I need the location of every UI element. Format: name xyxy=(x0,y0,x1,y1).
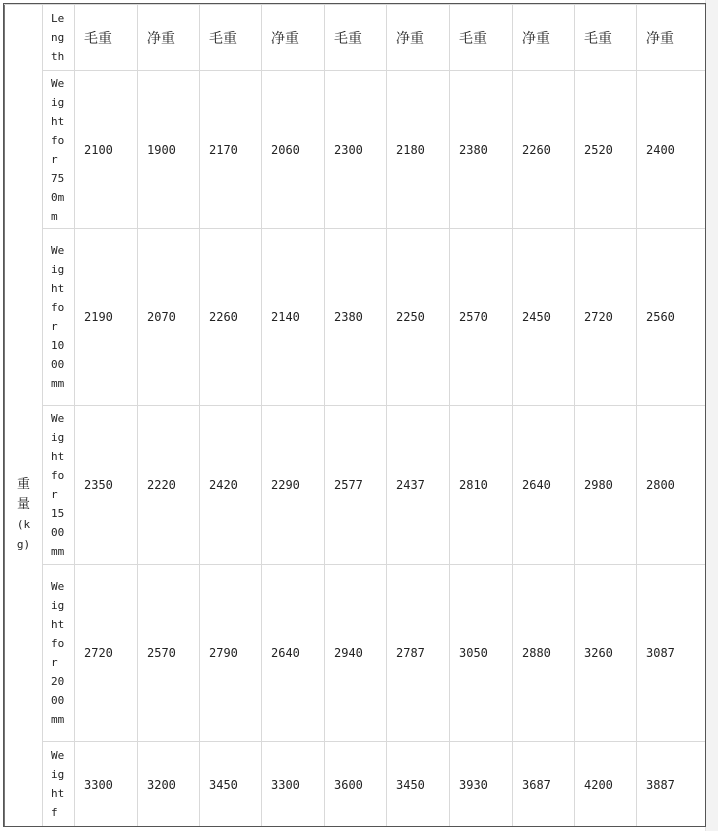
table-cell: 3300 xyxy=(262,742,325,828)
table-cell: 2640 xyxy=(262,565,325,742)
column-header: 净重 xyxy=(387,5,450,71)
column-header: 毛重 xyxy=(575,5,637,71)
table-row xyxy=(5,229,707,406)
table-cell: 2790 xyxy=(200,565,262,742)
table-row xyxy=(5,406,707,565)
row-label: Weight for 2000mm xyxy=(51,580,65,726)
table-cell: 2520 xyxy=(575,71,637,229)
row-label-cell xyxy=(43,742,75,828)
table-cell: 2570 xyxy=(138,565,200,742)
weight-group-label: 重量 xyxy=(16,476,30,512)
column-header: 净重 xyxy=(138,5,200,71)
table-cell: 3930 xyxy=(450,742,513,828)
table-cell: 2720 xyxy=(75,565,138,742)
weight-table xyxy=(4,4,706,827)
row-label: Weight for 750mm xyxy=(51,76,65,223)
table-cell: 2787 xyxy=(387,565,450,742)
table-cell: 3300 xyxy=(75,742,138,828)
table-cell: 2380 xyxy=(325,229,387,406)
table-cell: 3687 xyxy=(513,742,575,828)
table-row xyxy=(5,565,707,742)
table-row xyxy=(5,742,707,828)
table-cell: 1900 xyxy=(138,71,200,229)
table-cell: 2300 xyxy=(325,71,387,229)
table-cell: 3260 xyxy=(575,565,637,742)
table-cell: 3087 xyxy=(637,565,707,742)
table-cell: 2420 xyxy=(200,406,262,565)
table-cell: 2570 xyxy=(450,229,513,406)
column-header: 净重 xyxy=(513,5,575,71)
row-label-cell xyxy=(43,229,75,406)
table-cell: 2720 xyxy=(575,229,637,406)
table-cell: 2800 xyxy=(637,406,707,565)
table-cell: 2810 xyxy=(450,406,513,565)
table-cell: 2180 xyxy=(387,71,450,229)
table-cell: 2640 xyxy=(513,406,575,565)
table-cell: 2980 xyxy=(575,406,637,565)
table-cell: 2350 xyxy=(75,406,138,565)
table-row xyxy=(5,71,707,229)
table-cell: 2560 xyxy=(637,229,707,406)
scrollbar-edge[interactable] xyxy=(705,0,718,831)
table-cell: 2400 xyxy=(637,71,707,229)
table-cell: 2260 xyxy=(513,71,575,229)
table-cell: 4200 xyxy=(575,742,637,828)
length-header-label: Length xyxy=(51,12,65,63)
weight-group-cell xyxy=(5,5,43,828)
weight-group-unit: (kg) xyxy=(16,517,31,551)
table-cell: 2380 xyxy=(450,71,513,229)
weight-table-frame xyxy=(3,3,706,827)
row-label-cell xyxy=(43,71,75,229)
table-cell: 3450 xyxy=(200,742,262,828)
table-cell: 2940 xyxy=(325,565,387,742)
column-header: 毛重 xyxy=(450,5,513,71)
table-cell: 3887 xyxy=(637,742,707,828)
column-header: 毛重 xyxy=(200,5,262,71)
table-cell: 2437 xyxy=(387,406,450,565)
table-cell: 2140 xyxy=(262,229,325,406)
row-label-cell xyxy=(43,565,75,742)
table-cell: 2290 xyxy=(262,406,325,565)
table-cell: 2880 xyxy=(513,565,575,742)
table-cell: 2260 xyxy=(200,229,262,406)
table-cell: 2220 xyxy=(138,406,200,565)
table-cell: 2577 xyxy=(325,406,387,565)
table-cell: 2450 xyxy=(513,229,575,406)
header-row xyxy=(5,5,707,71)
table-cell: 2100 xyxy=(75,71,138,229)
table-cell: 2170 xyxy=(200,71,262,229)
column-header: 毛重 xyxy=(75,5,138,71)
table-cell: 2070 xyxy=(138,229,200,406)
table-cell: 2250 xyxy=(387,229,450,406)
row-label: Weight for 1000mm xyxy=(51,244,65,390)
table-cell: 3200 xyxy=(138,742,200,828)
column-header: 净重 xyxy=(262,5,325,71)
table-cell: 3600 xyxy=(325,742,387,828)
table-cell: 2190 xyxy=(75,229,138,406)
row-label: Weight for 1500mm xyxy=(51,412,65,558)
column-header: 净重 xyxy=(637,5,707,71)
length-header-cell xyxy=(43,5,75,71)
column-header: 毛重 xyxy=(325,5,387,71)
table-cell: 3450 xyxy=(387,742,450,828)
row-label: Weight f xyxy=(51,749,65,819)
row-label-cell xyxy=(43,406,75,565)
table-cell: 3050 xyxy=(450,565,513,742)
table-cell: 2060 xyxy=(262,71,325,229)
